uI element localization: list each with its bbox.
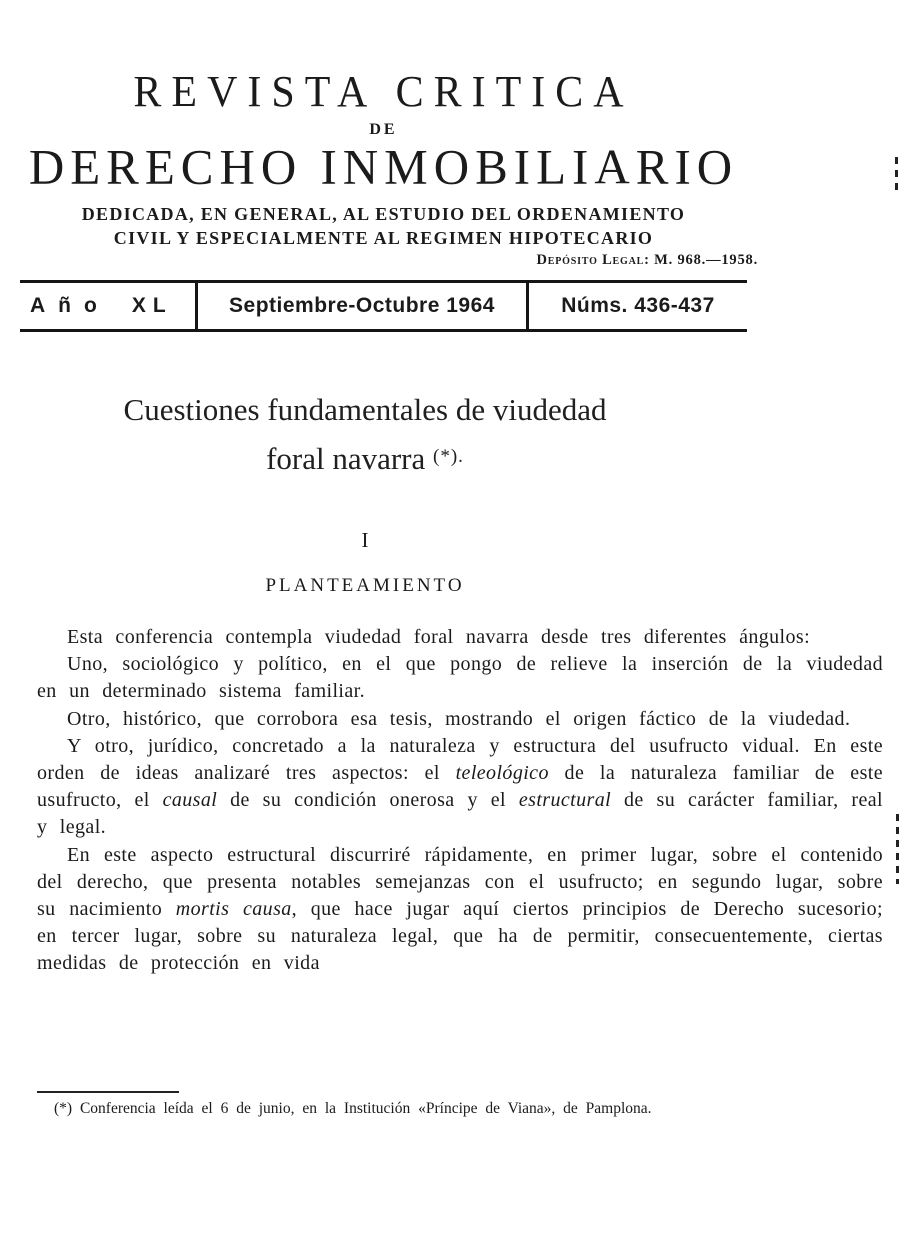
article-title-line1: Cuestiones fundamentales de viudedad [123, 392, 607, 427]
scan-artifact-dash [896, 814, 899, 884]
paragraph: Uno, sociológico y político, en el que pongo de relieve la inserción de la viudedad en un determinado sistema familiar. [37, 653, 883, 703]
journal-subtitle-line2: CIVIL Y ESPECIALMENTE AL REGIMEN HIPOTECARIO [113, 228, 654, 248]
article-title-line2 [0, 433, 730, 482]
paragraph: Y otro, jurídico, concretado a la naturaleza y estructura del usufructo vidual. En este orden de ideas analizaré tres aspectos: el teleológico de la naturaleza familiar de este usufructo, el causal de su condición onerosa y el estructural de su carácter familiar, real y legal. [37, 734, 883, 839]
issue-year-label: Año [30, 294, 110, 317]
paragraph: Otro, histórico, que corrobora esa tesis, mostrando el origen fáctico de la viudedad. [67, 707, 851, 730]
footnote-marker: (*). [433, 446, 464, 467]
footnote: (*) Conferencia leída el 6 de junio, en la Institución «Príncipe de Viana», de Pamplona. [54, 1100, 652, 1117]
issue-year [20, 294, 195, 318]
article-title-line2-text: foral navarra [266, 441, 426, 476]
scan-artifact-dash [895, 157, 898, 195]
paragraph: Esta conferencia contempla viudedad foral navarra desde tres diferentes ángulos: [67, 626, 811, 648]
journal-title-line2: DERECHO INMOBILIARIO [28, 138, 739, 195]
footnote-separator [37, 1091, 179, 1093]
body-text [37, 624, 883, 978]
journal-title-line1: REVISTA CRITICA [133, 67, 634, 117]
issue-date: Septiembre-Octubre 1964 [229, 294, 495, 317]
issue-year-value: XL [131, 294, 173, 317]
issue-numbers: Núms. 436-437 [561, 294, 715, 317]
paragraph: En este aspecto estructural discurriré rápidamente, en primer lugar, sobre el contenido del derecho, que presenta notables semejanzas con el usufructo; en segundo lugar, sobre su nacimiento mortis causa, que hace jugar aquí ciertos principios de Derecho sucesorio; en tercer lugar, sobre su naturaleza legal, que ha de permitir, consecuentemente, ciertas medidas de protección en vida [37, 843, 883, 975]
section-number: I [361, 528, 369, 552]
section-heading: PLANTEAMIENTO [265, 575, 465, 596]
journal-title-de: DE [369, 121, 398, 138]
deposito-legal: Depósito Legal: M. 968.—1958. [536, 252, 758, 268]
issue-bar [20, 283, 747, 329]
rule-bottom [20, 329, 747, 332]
article-title [0, 386, 730, 482]
journal-subtitle-line1: DEDICADA, EN GENERAL, AL ESTUDIO DEL ORDENAMIENTO [81, 204, 686, 224]
